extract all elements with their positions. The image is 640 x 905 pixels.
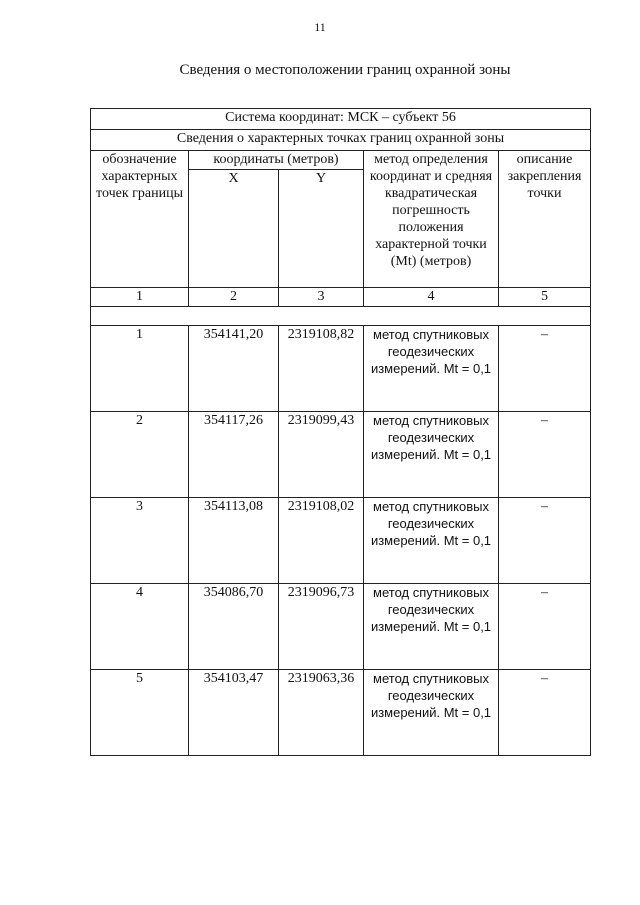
y-coordinate: 2319099,43 — [279, 412, 364, 498]
column-number: 5 — [499, 288, 591, 307]
x-coordinate: 354117,26 — [189, 412, 279, 498]
method-cell: метод спутниковых геодезических измерений. Mt = 0,1 — [364, 326, 499, 412]
blank-separator-row — [91, 307, 591, 326]
table-row — [91, 412, 591, 498]
column-number: 3 — [279, 288, 364, 307]
page-number: 11 — [314, 20, 326, 34]
y-coordinate: 2319096,73 — [279, 584, 364, 670]
table-row — [91, 326, 591, 412]
section-title-header: Сведения о характерных точках границ охранной зоны — [91, 130, 591, 151]
y-coordinate: 2319063,36 — [279, 670, 364, 756]
header-y: Y — [279, 170, 364, 288]
header-description: описание закрепления точки — [499, 151, 591, 288]
description-cell: – — [499, 412, 591, 498]
x-coordinate: 354086,70 — [189, 584, 279, 670]
boundary-points-table — [90, 108, 591, 756]
x-coordinate: 354113,08 — [189, 498, 279, 584]
point-number: 5 — [91, 670, 189, 756]
x-coordinate: 354141,20 — [189, 326, 279, 412]
coordinate-system-header: Система координат: МСК – субъект 56 — [91, 109, 591, 130]
table-row — [91, 498, 591, 584]
column-number: 2 — [189, 288, 279, 307]
method-cell: метод спутниковых геодезических измерений. Mt = 0,1 — [364, 498, 499, 584]
table-row — [91, 670, 591, 756]
header-x: X — [189, 170, 279, 288]
point-number: 1 — [91, 326, 189, 412]
point-number: 3 — [91, 498, 189, 584]
description-cell: – — [499, 326, 591, 412]
document-title: Сведения о местоположении границ охранной зоны — [179, 62, 511, 78]
table-row — [91, 584, 591, 670]
point-number: 4 — [91, 584, 189, 670]
header-coordinates: координаты (метров) — [189, 151, 364, 170]
method-cell: метод спутниковых геодезических измерений. Mt = 0,1 — [364, 584, 499, 670]
y-coordinate: 2319108,82 — [279, 326, 364, 412]
header-method: метод определения координат и средняя квадратическая погрешность положения характерной точки (Mt) (метров) — [364, 151, 499, 288]
description-cell: – — [499, 670, 591, 756]
x-coordinate: 354103,47 — [189, 670, 279, 756]
method-cell: метод спутниковых геодезических измерений. Mt = 0,1 — [364, 412, 499, 498]
point-number: 2 — [91, 412, 189, 498]
header-designation: обозначение характерных точек границы — [91, 151, 189, 288]
column-number: 1 — [91, 288, 189, 307]
method-cell: метод спутниковых геодезических измерений. Mt = 0,1 — [364, 670, 499, 756]
column-number: 4 — [364, 288, 499, 307]
description-cell: – — [499, 584, 591, 670]
y-coordinate: 2319108,02 — [279, 498, 364, 584]
description-cell: – — [499, 498, 591, 584]
